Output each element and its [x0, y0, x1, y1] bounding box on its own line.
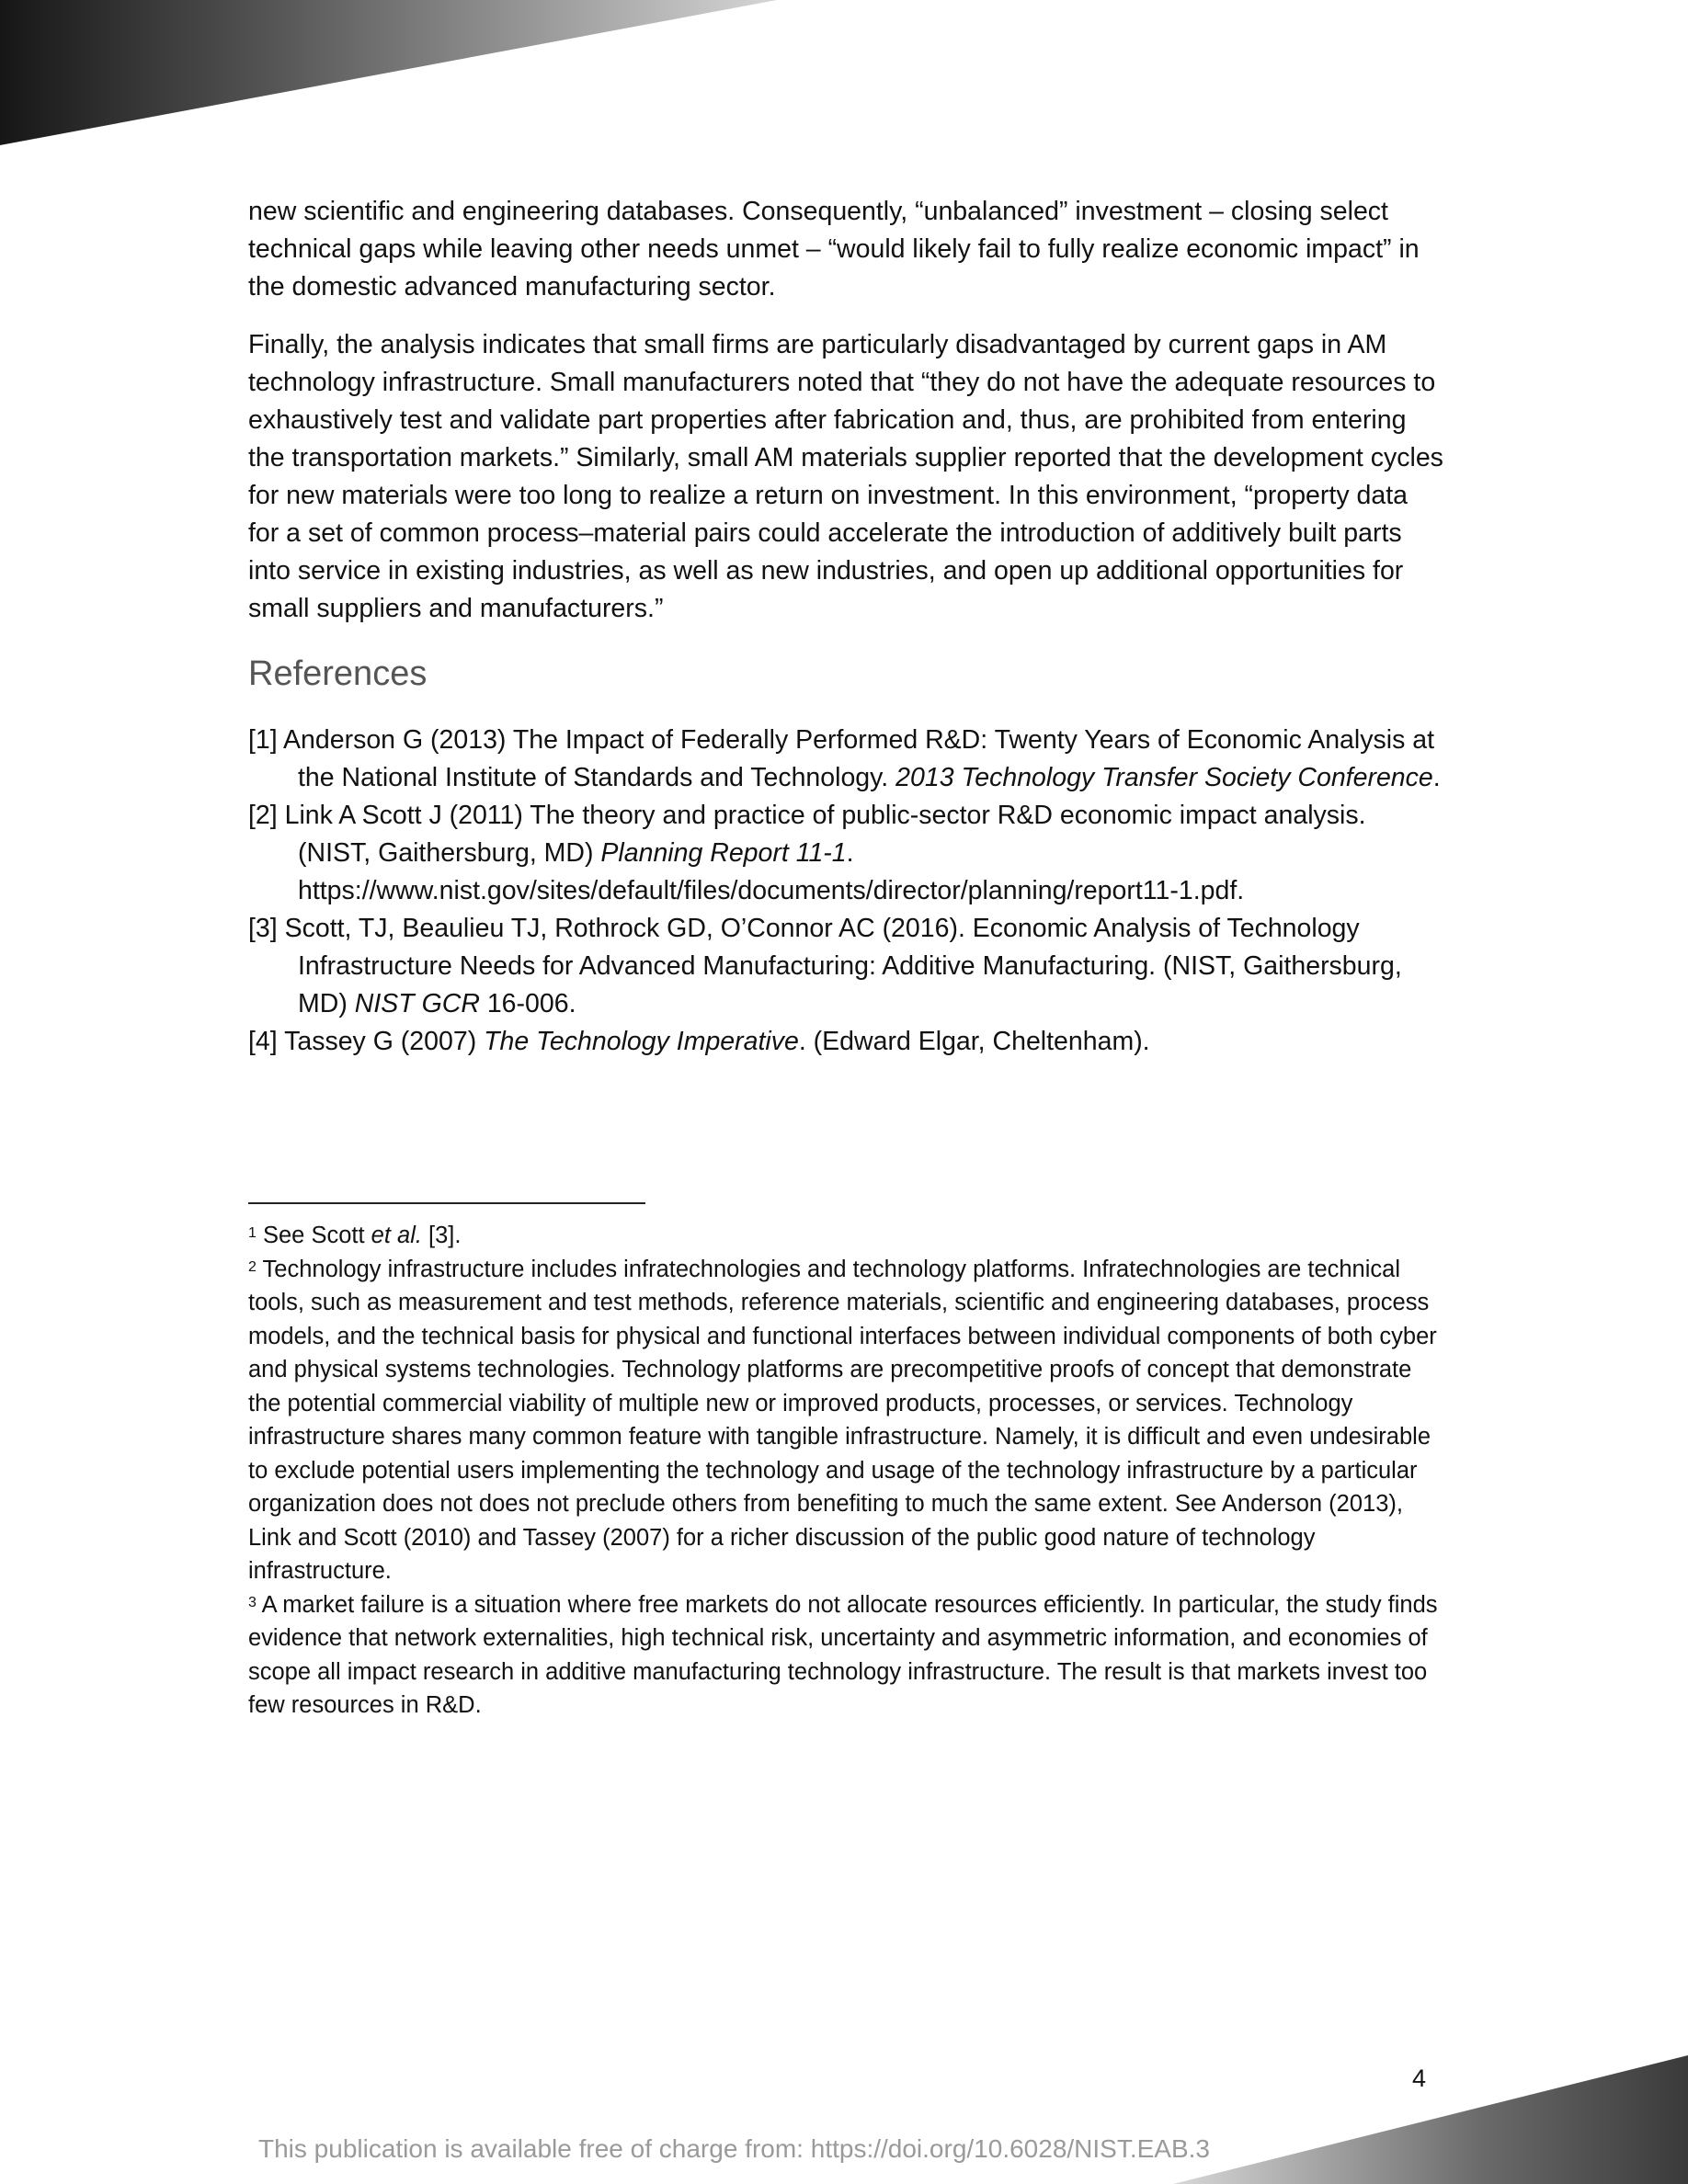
reference-item-1 — [248, 722, 1443, 797]
footnote-marker: 2 — [248, 1258, 257, 1275]
footnote-separator — [248, 1202, 645, 1204]
reference-text-end: . (Edward Elgar, Cheltenham). — [798, 1027, 1150, 1056]
body-paragraph-2: Finally, the analysis indicates that small firms are particularly disadvantaged by current gaps in AM technology infrastructure. Small manufacturers noted that “they do not have the adequate resources to exhaustively test and validate part properties after fabrication and, thus, are prohibited from entering the transportation markets.” Similarly, small AM materials supplier reported that the development cycles for new materials were too long to realize a return on investment. In this environment, “property data for a set of common process–material pairs could accelerate the introduction of additively built parts into service in existing industries, as well as new industries, and open up additional opportunities for small suppliers and manufacturers.” — [248, 330, 1443, 623]
page-number: 4 — [1412, 2065, 1427, 2092]
reference-text: [3] Scott, TJ, Beaulieu TJ, Rothrock GD, O’Connor AC (2016). Economic Analysis of Technology Infrastructure Needs for Advanced Manufacturing: Additive Manufacturing. (NIST, Gaithersburg, MD) — [248, 914, 1402, 1018]
reference-item-3 — [248, 910, 1443, 1023]
footnotes — [248, 1219, 1443, 1723]
top-decorative-band — [0, 0, 791, 152]
footnote-text: See Scott — [256, 1223, 371, 1248]
references-heading: References — [248, 654, 428, 693]
reference-italic-title: NIST GCR — [354, 989, 480, 1018]
reference-item-4 — [248, 1023, 1443, 1061]
footnote-1 — [248, 1219, 1443, 1253]
body-paragraph-1: new scientific and engineering databases. Consequently, “unbalanced” investment – closing select technical gaps while leaving other needs unmet – “would likely fail to fully realize economic impact” in the domestic advanced manufacturing sector. — [248, 197, 1420, 301]
footnote-2 — [248, 1253, 1443, 1588]
reference-text: [1] Anderson G (2013) The Impact of Federally Performed R&D: Twenty Years of Economic Analysis at the National Institute of Standards and Technology. — [248, 725, 1435, 792]
reference-text: [2] Link A Scott J (2011) The theory and practice of public-sector R&D economic impact analysis. (NIST, Gaithersburg, MD) — [248, 801, 1366, 868]
reference-item-2 — [248, 797, 1443, 910]
footnote-text: A market failure is a situation where free markets do not allocate resources efficiently. In particular, the study finds evidence that network externalities, high technical risk, uncertainty and asymmetric information, and economies of scope all impact research in additive manufacturing technology infrastructure. The result is that markets invest too few resources in R&D. — [248, 1591, 1438, 1718]
footnote-marker: 1 — [248, 1225, 257, 1241]
footnote-text-end: [3]. — [421, 1223, 462, 1248]
page-content — [248, 193, 1443, 1061]
reference-italic-title: The Technology Imperative — [484, 1027, 799, 1056]
availability-statement: This publication is available free of charge from: https://doi.org/10.6028/NIST.EAB.3 — [258, 2134, 1211, 2163]
bottom-decorative-band — [1173, 2055, 1688, 2184]
reference-text-end: 16-006. — [479, 989, 576, 1018]
footnote-italic: et al. — [371, 1223, 422, 1248]
references-list — [248, 722, 1443, 1061]
reference-italic-title: 2013 Technology Transfer Society Conference — [895, 763, 1433, 792]
footnote-3 — [248, 1588, 1443, 1723]
reference-text-end: . https://www.nist.gov/sites/default/files/documents/director/planning/report11-1.pdf. — [298, 838, 1245, 905]
reference-text: [4] Tassey G (2007) — [248, 1027, 485, 1056]
footnote-text: Technology infrastructure includes infratechnologies and technology platforms. Infratechnologies are technical tools, such as measurement and test methods, reference materials, scientific and engineering databases, process models, and the technical basis for physical and functional interfaces between individual components of both cyber and physical systems technologies. Technology platforms are precompetitive proofs of concept that demonstrate the potential commercial viability of multiple new or improved products, processes, or services. Technology infrastructure shares many common feature with tangible infrastructure. Namely, it is difficult and even undesirable to exclude potential users implementing the technology and usage of the technology infrastructure by a particular organization does not does not preclude others from benefiting to much the same extent. See Anderson (2013), Link and Scott (2010) and Tassey (2007) for a richer discussion of the public good nature of technology infrastructure. — [248, 1256, 1437, 1584]
footnote-marker: 3 — [248, 1594, 257, 1610]
reference-italic-title: Planning Report 11-1 — [600, 838, 847, 868]
reference-text-end: . — [1432, 763, 1441, 792]
